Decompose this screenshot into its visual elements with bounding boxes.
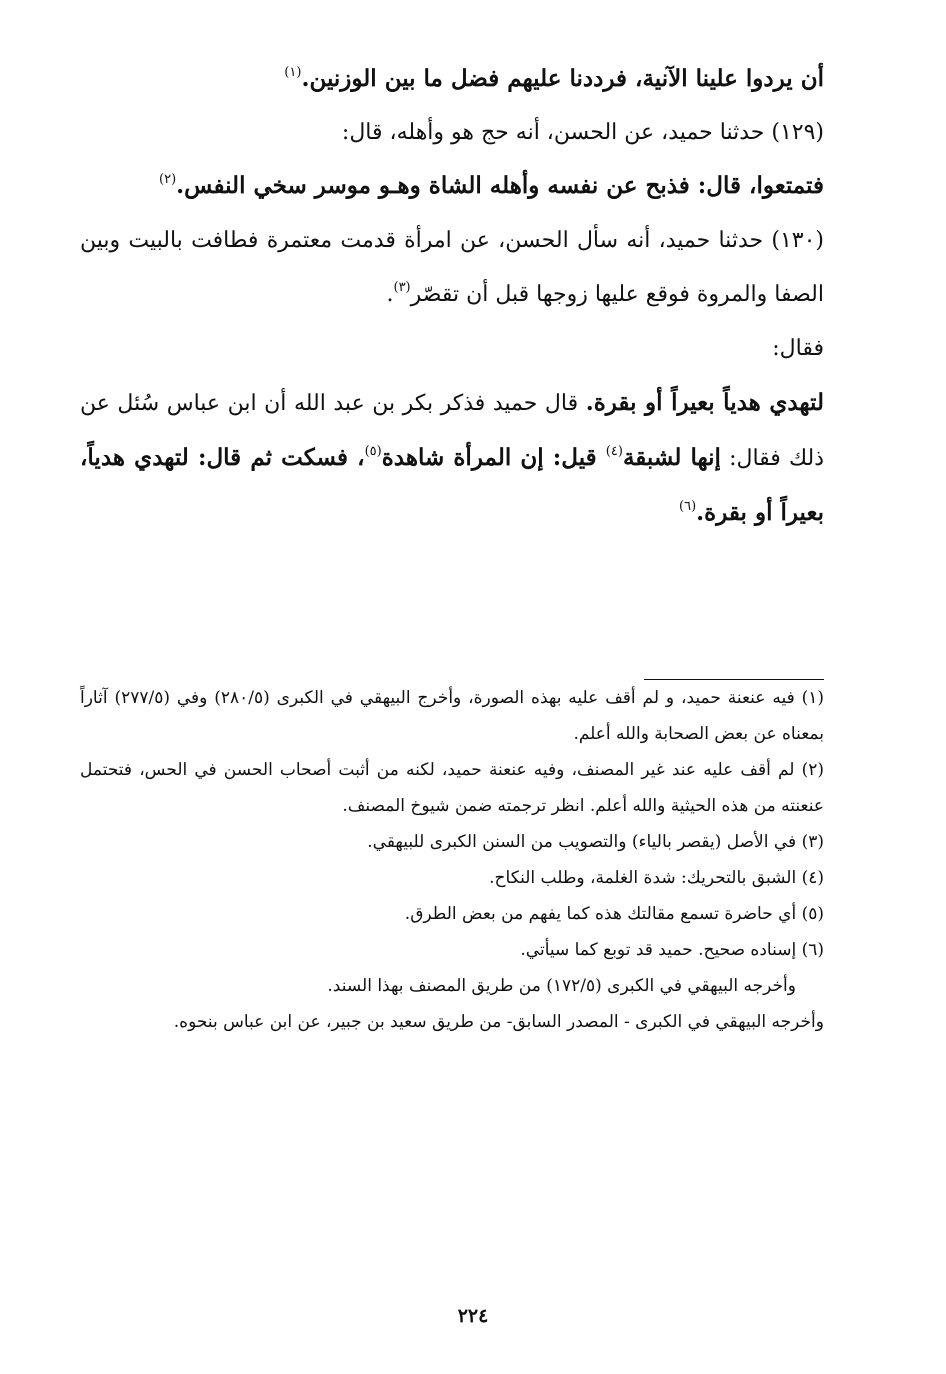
footnote-6-cont-2: وأخرجه البيهقي في الكبرى - المصدر السابق- من طريق سعيد بن جبير، عن ابن عباس بنحوه. xyxy=(173,1012,824,1032)
footnote-6-cont-1: وأخرجه البيهقي في الكبرى (١٧٢/٥) من طريق المصنف بهذا السند. xyxy=(327,976,796,996)
footnote-ref-1: (١) xyxy=(284,65,302,80)
footnote-ref-5: (٥) xyxy=(364,444,382,459)
footnote-4: (٤) الشبق بالتحريك: شدة الغلمة، وطلب النكاح. xyxy=(489,868,824,888)
bold-text: فتمتعوا، قال: فذبح عن نفسه وأهله الشاة وهـو موسر سخي النفس. xyxy=(176,172,824,199)
period: . xyxy=(386,282,394,307)
hadith-129 xyxy=(80,107,824,159)
hadith-129-answer xyxy=(80,159,824,214)
footnote-ref-2: (٢) xyxy=(159,172,177,187)
bold-text: أن يردوا علينا الآنية، فرددنا عليهم فضل ما بين الوزنين. xyxy=(301,65,824,92)
footnote-ref-3: (٣) xyxy=(393,280,411,295)
footnote-1: (١) فيه عنعنة حميد، و لم أقف عليه بهذه الصورة، وأخرج البيهقي في الكبرى (٢٨٠/٥) وفي (٢٧٧/٥) آثاراً بمعناه عن بعض الصحابة والله أعلم. xyxy=(80,688,824,744)
hadith-130-answer xyxy=(80,376,824,541)
footnote-5: (٥) أي حاضرة تسمع مقالتك هذه كما يفهم من بعض الطرق. xyxy=(404,904,824,924)
plain-text: قال حميد فذكر بكر بن عبد الله أن ابن عباس سُئل عن ذلك فقال: xyxy=(80,391,824,471)
main-text xyxy=(80,52,824,541)
footnote-3: (٣) في الأصل (يقصر بالياء) والتصويب من السنن الكبرى للبيهقي. xyxy=(367,832,824,852)
hadith-130-qal: فقال: xyxy=(772,336,824,361)
hadith-129-text: (١٢٩) حدثنا حميد، عن الحسن، أنه حج هو وأهله، قال: xyxy=(341,120,824,145)
page-content xyxy=(80,52,824,1040)
footnote-ref-6: (٦) xyxy=(679,499,697,514)
footnotes xyxy=(80,680,824,1040)
bold-text: لتهدي هدياً بعيراً أو بقرة. xyxy=(585,389,824,416)
bold-text: قيل: إن المرأة شاهدة xyxy=(381,444,606,471)
bold-text: إنها لشبقة xyxy=(622,444,721,471)
bold-text: ، فسكت ثم قال: لتهدي هدياً، بعيراً أو بقرة. xyxy=(80,444,824,526)
footnote-6: (٦) إسناده صحيح. حميد قد توبع كما سيأتي. xyxy=(520,940,824,960)
hadith-130-text: (١٣٠) حدثنا حميد، أنه سأل الحسن، عن امرأة قدمت معتمرة فطافت بالبيت وبين الصفا والمروة فوقع عليها زوجها قبل أن تقصّر xyxy=(80,228,824,307)
footnote-2: (٢) لم أقف عليه عند غير المصنف، وفيه عنعنة حميد، لكنه من أثبت أصحاب الحسن في الحس، فتحتمل عنعنته من هذه الحيثية والله أعلم. انظر ترجمته ضمن شيوخ المصنف. xyxy=(80,760,824,816)
page-number: ٢٢٤ xyxy=(457,1305,489,1327)
line-1 xyxy=(80,52,824,107)
footnote-ref-4: (٤) xyxy=(605,444,623,459)
hadith-130 xyxy=(80,214,824,376)
spacer xyxy=(80,541,824,679)
